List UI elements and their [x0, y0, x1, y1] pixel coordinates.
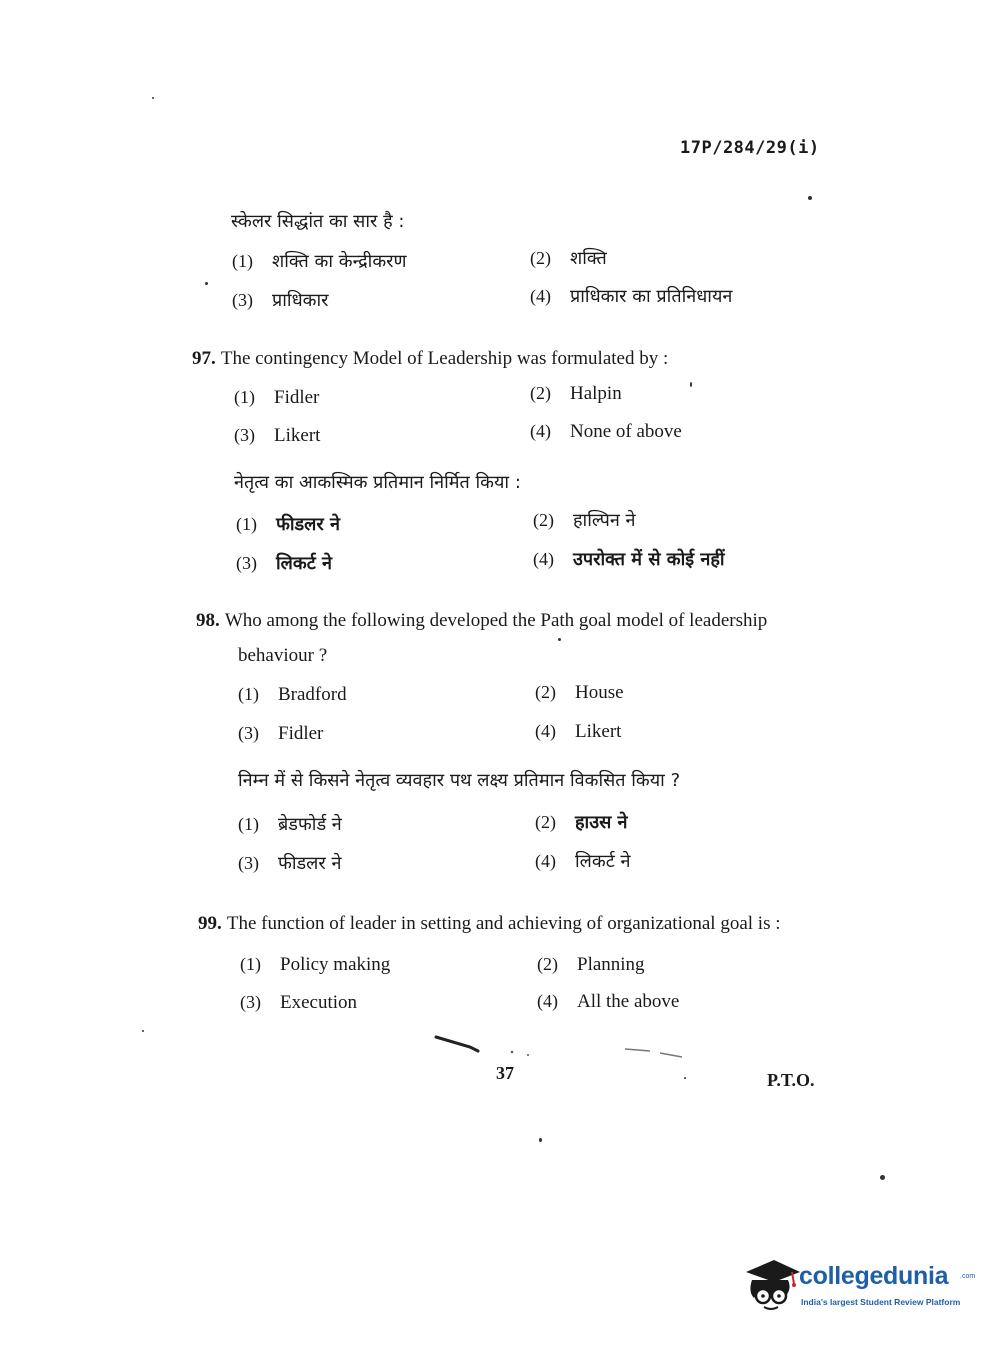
q98-hindi-option-3 [238, 851, 341, 875]
option-number: (2) [535, 812, 556, 832]
option-number: (3) [234, 425, 255, 445]
option-text: हाउस ने [575, 812, 628, 833]
q98-option-4 [535, 721, 621, 743]
option-text: हाल्पिन ने [573, 510, 636, 531]
scan-speck [205, 282, 208, 285]
scan-speck [880, 1175, 885, 1180]
q99-option-2 [537, 954, 645, 976]
option-text: फीडलर ने [278, 853, 342, 874]
q97-hindi-option-1 [236, 512, 340, 536]
paper-code: 17P/284/29(i) [680, 138, 820, 158]
q98-option-3 [238, 723, 323, 745]
q98-hindi-option-1 [238, 812, 342, 836]
option-number: (3) [232, 290, 253, 310]
option-number: (4) [537, 991, 558, 1011]
option-text: प्राधिकार [272, 290, 329, 311]
option-number: (4) [530, 286, 551, 306]
option-number: (4) [533, 549, 554, 569]
q97-option-1 [234, 387, 319, 409]
option-text: ब्रेडफोर्ड ने [278, 814, 342, 835]
question-number: 98. [196, 610, 220, 631]
pto-label: P.T.O. [767, 1070, 815, 1090]
q99-option-1 [240, 954, 390, 976]
scan-speck [539, 1138, 542, 1142]
option-number: (2) [530, 248, 551, 268]
q98-option-2 [535, 682, 624, 704]
option-text: None of above [570, 421, 682, 442]
option-text: Fidler [274, 387, 320, 408]
q96-hindi-option-4 [530, 284, 732, 308]
scan-speck [684, 1077, 686, 1079]
q98-hindi-question: निम्न में से किसने नेतृत्व व्यवहार पथ लक्ष्य प्रतिमान विकसित किया ? [238, 770, 681, 791]
option-text: Likert [575, 721, 622, 742]
question-text: The function of leader in setting and achieving of organizational goal is : [226, 913, 781, 934]
option-text: Halpin [570, 383, 622, 404]
option-number: (3) [236, 553, 257, 573]
option-text: Planning [577, 954, 645, 975]
q97-hindi-option-4 [533, 547, 725, 571]
page-number: 37 [496, 1063, 514, 1083]
graduate-mascot-icon [744, 1258, 800, 1314]
option-text: उपरोक्त में से कोई नहीं [573, 549, 725, 570]
q99-option-3 [240, 992, 357, 1014]
option-number: (3) [238, 723, 259, 743]
option-text: फीडलर ने [276, 514, 340, 535]
q96-hindi-question: स्केलर सिद्धांत का सार है : [231, 211, 405, 232]
scan-speck [558, 638, 561, 641]
option-number: (3) [238, 853, 259, 873]
q96-hindi-option-2 [530, 246, 607, 270]
q97-option-4 [530, 421, 682, 443]
option-number: (1) [236, 514, 257, 534]
q98-option-1 [238, 684, 347, 706]
q97-hindi-option-2 [533, 508, 636, 532]
option-number: (2) [535, 682, 556, 702]
brand-domain-suffix: .com [960, 1273, 976, 1280]
option-number: (1) [232, 251, 253, 271]
option-text: All the above [577, 991, 680, 1012]
q98-hindi-option-4 [535, 849, 630, 873]
option-number: (1) [238, 684, 259, 704]
option-number: (4) [535, 851, 556, 871]
option-number: (2) [530, 383, 551, 403]
q99-option-4 [537, 991, 679, 1013]
option-text: Fidler [278, 723, 324, 744]
brand-name: collegedunia [799, 1262, 949, 1290]
option-number: (1) [240, 954, 261, 974]
q97-option-3 [234, 425, 320, 447]
option-number: (2) [533, 510, 554, 530]
option-text: प्राधिकार का प्रतिनिधायन [570, 286, 733, 307]
collegedunia-logo [744, 1258, 974, 1314]
scan-speck [808, 196, 812, 200]
brand-tagline: India's largest Student Review Platform [801, 1297, 961, 1307]
option-number: (1) [234, 387, 255, 407]
option-number: (1) [238, 814, 259, 834]
option-text: शक्ति का केन्द्रीकरण [272, 251, 407, 272]
question-text-line1: Who among the following developed the Path goal model of leadership [224, 610, 768, 631]
option-text: लिकर्ट ने [575, 851, 631, 872]
q97-stem [192, 348, 668, 370]
option-text: शक्ति [570, 248, 607, 269]
option-text: लिकर्ट ने [276, 553, 333, 574]
option-text: House [575, 682, 624, 703]
option-text: Policy making [280, 954, 391, 975]
scan-smudge [420, 1025, 710, 1070]
question-number: 99. [198, 913, 222, 934]
option-number: (2) [537, 954, 558, 974]
option-number: (4) [535, 721, 556, 741]
option-number: (3) [240, 992, 261, 1012]
option-number: (4) [530, 421, 551, 441]
q96-hindi-option-3 [232, 288, 328, 312]
q96-hindi-option-1 [232, 249, 407, 273]
q97-hindi-option-3 [236, 551, 332, 575]
scan-speck [690, 382, 692, 387]
scan-speck [152, 97, 154, 99]
q97-option-2 [530, 383, 622, 405]
option-text: Bradford [278, 684, 347, 705]
q98-hindi-option-2 [535, 810, 628, 834]
scan-speck [142, 1030, 144, 1032]
option-text: Likert [274, 425, 321, 446]
q98-stem [196, 610, 767, 632]
option-text: Execution [280, 992, 358, 1013]
q98-question-text-line2: behaviour ? [238, 645, 328, 666]
q97-hindi-question: नेतृत्व का आकस्मिक प्रतिमान निर्मित किया : [234, 472, 521, 493]
question-text: The contingency Model of Leadership was formulated by : [220, 348, 669, 369]
q99-stem [198, 913, 781, 935]
question-number: 97. [192, 348, 216, 369]
